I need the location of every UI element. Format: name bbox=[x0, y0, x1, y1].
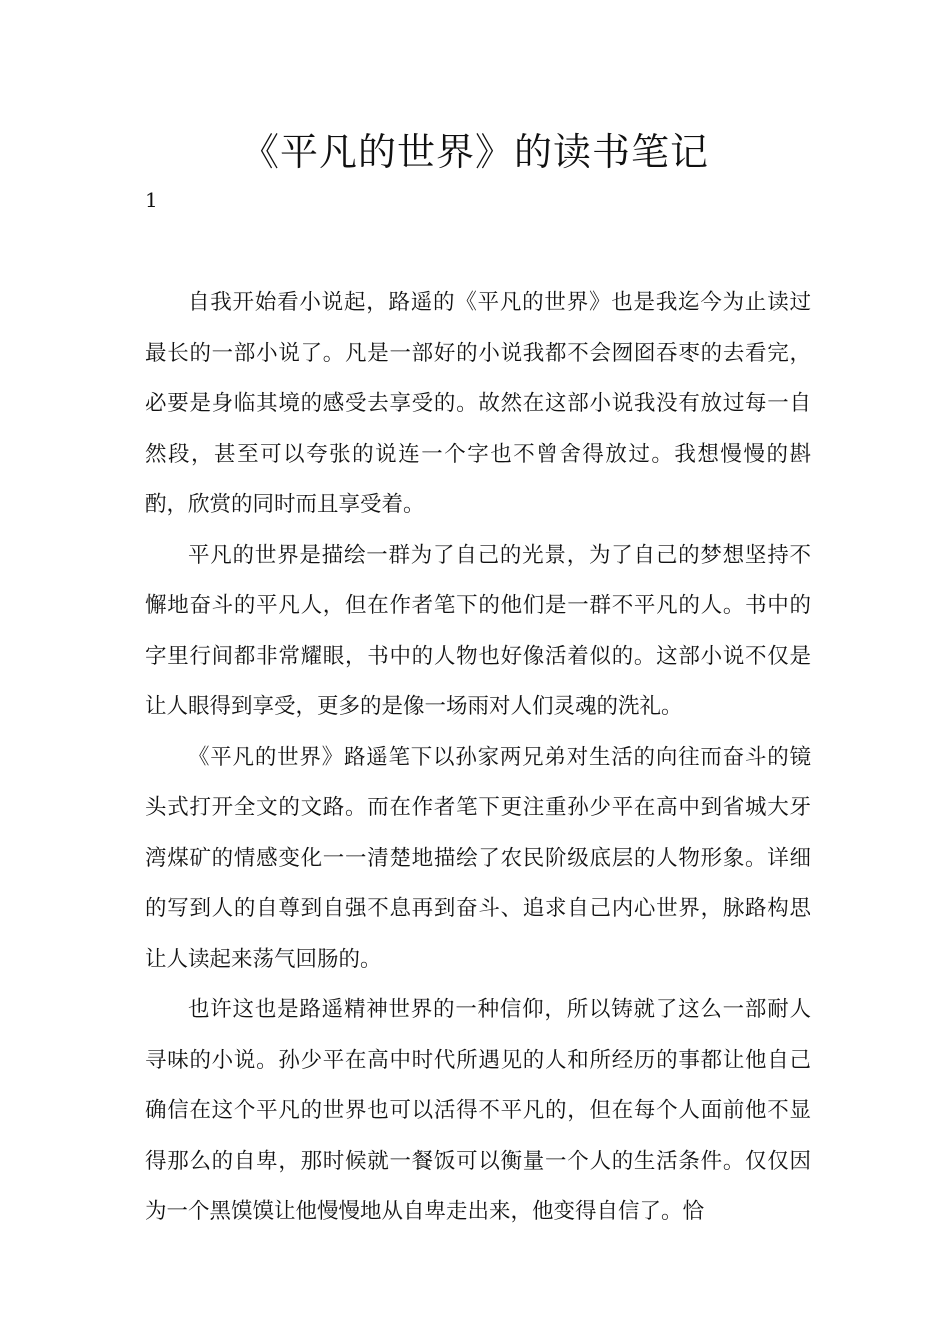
page-number: 1 bbox=[145, 188, 158, 212]
document-body bbox=[145, 278, 811, 1238]
paragraph: 平凡的世界是描绘一群为了自己的光景，为了自己的梦想坚持不懈地奋斗的平凡人，但在作者笔下的他们是一群不平凡的人。书中的字里行间都非常耀眼，书中的人物也好像活着似的。这部小说不仅是让人眼得到享受，更多的是像一场雨对人们灵魂的洗礼。 bbox=[145, 542, 811, 719]
document-title: 《平凡的世界》的读书笔记 bbox=[240, 130, 709, 174]
paragraph: 自我开始看小说起，路遥的《平凡的世界》也是我迄今为止读过最长的一部小说了。凡是一部好的小说我都不会囫囵吞枣的去看完，必要是身临其境的感受去享受的。故然在这部小说我没有放过每一自然段，甚至可以夸张的说连一个字也不曾舍得放过。我想慢慢的斟酌，欣赏的同时而且享受着。 bbox=[145, 290, 811, 517]
paragraph: 《平凡的世界》路遥笔下以孙家两兄弟对生活的向往而奋斗的镜头式打开全文的文路。而在作者笔下更注重孙少平在高中到省城大牙湾煤矿的情感变化一一清楚地描绘了农民阶级底层的人物形象。详细的写到人的自尊到自强不息再到奋斗、追求自己内心世界，脉路构思让人读起来荡气回肠的。 bbox=[145, 744, 811, 972]
paragraph: 也许这也是路遥精神世界的一种信仰，所以铸就了这么一部耐人寻味的小说。孙少平在高中时代所遇见的人和所经历的事都让他自己确信在这个平凡的世界也可以活得不平凡的，但在每个人面前他不显得那么的自卑，那时候就一餐饭可以衡量一个人的生活条件。仅仅因为一个黑馍馍让他慢慢地从自卑走出来，他变得自信了。恰 bbox=[145, 997, 811, 1224]
